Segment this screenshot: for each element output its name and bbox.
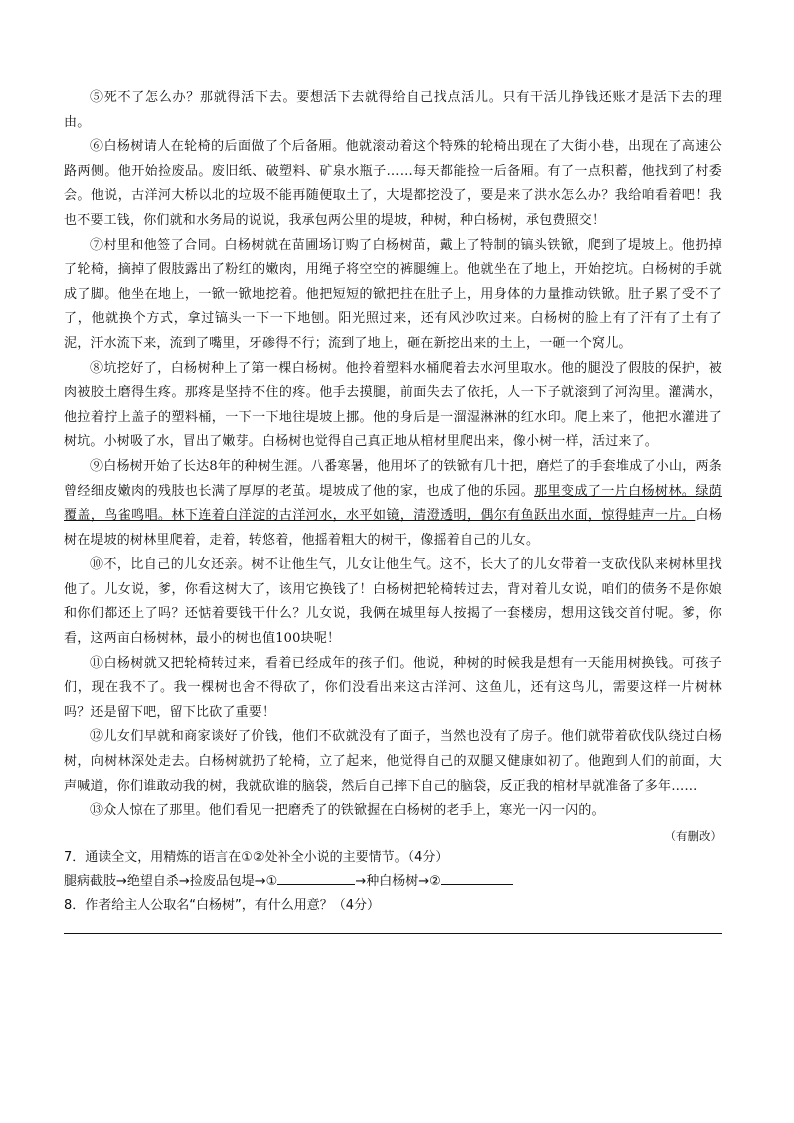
paragraph-8: ⑧坑挖好了，白杨树种上了第一棵白杨树。他拎着塑料水桶爬着去水河里取水。他的腿没了假肢的保护，被肉被胶土磨得生疼。那疼是坚持不住的疼。他手去摸腿，前面失去了依托，人一下子就滚到了河沟里。灌满水，他拉着拧上盖子的塑料桶，一下一下地往堤坡上挪。他的身后是一溜湿淋淋的红水印。爬上来了，他把水灌进了树坑。小树吸了水，冒出了嫩芽。白杨树也觉得自己真正地从棺材里爬出来，像小树一样，活过来了。 [64, 360, 722, 450]
question-8: 8．作者给主人公取名“白杨树”，有什么用意？（4分） [64, 897, 381, 913]
paragraph-9-underlined: 那里变成了一片白杨树林。绿荫覆盖，鸟雀鸣唱。林下连着白洋淀的古洋河水，水平如镜，清澄透明，偶尔有鱼跃出水面，惊得蛙声一片。 [64, 483, 722, 524]
paragraph-7: ⑦村里和他签了合同。白杨树就在苗圃场订购了白杨树苗，戴上了特制的镐头铁锨，爬到了堤坡上。他扔掉了轮椅，摘掉了假肢露出了粉红的嫩肉，用绳子将空空的裤腿缠上。他就坐在了地上，开始挖坑。白杨树的手就成了脚。他坐在地上，一锨一锨地挖着。他把短短的锨把拄在肚子上，用身体的力量推动铁锨。肚子累了受不了了，他就换个方式，拿过镐头一下一下地刨。阳光照过来，还有风沙吹过来。白杨树的脸上有了汗有了土有了泥，汗水流下来，流到了嘴里，牙碜得不行；流到了地上，砸在新挖出来的土上，一砸一个窝儿。 [64, 237, 722, 351]
question-7: 7．通读全文，用精炼的语言在①②处补全小说的主要情节。（4分） [64, 849, 449, 865]
plot-chain-start: 腿病截肢→绝望自杀→捡废品包堤→① [64, 873, 278, 889]
paragraph-13: ⑬众人惊在了那里。他们看见一把磨秃了的铁锨握在白杨树的老手上，寒光一闪一闪的。 [90, 803, 605, 819]
source-note: （有删改） [664, 828, 722, 843]
paragraph-9-after: 白杨树在堤坡的树林里爬着，走着，转悠着，他摇着粗大的树干，像摇着自己的儿女。 [64, 508, 722, 548]
paragraph-11: ⑪白杨树就又把轮椅转过来，看着已经成年的孩子们。他说，种树的时候我是想有一天能用树换钱。可孩子们，现在我不了。我一棵树也舍不得砍了，你们没看出来这古洋河、这鱼儿，还有这鸟儿，需要这样一片树林吗？还是留下吧，留下比砍了重要！ [64, 655, 722, 720]
answer-blank-1[interactable] [277, 872, 355, 885]
plot-chain-mid: →种白杨树→② [355, 873, 441, 889]
paragraph-5: ⑤死不了怎么办？那就得活下去。要想活下去就得给自己找点活儿。只有干活儿挣钱还账才是活下去的理由。 [64, 90, 722, 130]
answer-blank-2[interactable] [441, 872, 513, 885]
answer-line[interactable] [64, 932, 722, 934]
paragraph-10: ⑩不，比自己的儿女还亲。树不让他生气，儿女让他生气。这不，长大了的儿女带着一支砍伐队来树林里找他了。儿女说，爹，你看这树大了，该用它换钱了！白杨树把轮椅转过去，背对着儿女说，咱们的债务不是你娘和你们都还上了吗？还惦着要钱干什么？儿女说，我俩在城里每人按揭了一套楼房，想用这钱交首付呢。爹，你看，这两亩白杨树林，最小的树也值100块呢！ [64, 557, 722, 647]
document-page [64, 86, 722, 934]
paragraph-6: ⑥白杨树请人在轮椅的后面做了个后备厢。他就滚动着这个特殊的轮椅出现在了大街小巷，出现在了高速公路两侧。他开始捡废品。废旧纸、破塑料、矿泉水瓶子……每天都能捡一后备厢。有了一点积蓄，他找到了村委会。他说，古洋河大桥以北的垃圾不能再随便取土了，大堤都挖没了，要是来了洪水怎么办？我给咱看着吧！我也不要工钱，你们就和水务局的说说，我承包两公里的堤坡，种树，种白杨树，承包费照交！ [64, 139, 722, 228]
question-7-chain [64, 870, 722, 894]
paragraph-9 [64, 455, 722, 553]
paragraph-9-before: ⑨白杨树开始了长达8年的种树生涯。八番寒暑，他用坏了的铁锨有几十把，磨烂了的手套堆成了小山，两条曾经细皮嫩肉的残肢也长满了厚厚的老茧。堤坡成了他的家，也成了他的乐园。 [64, 458, 722, 499]
paragraph-12: ⑫儿女们早就和商家谈好了价钱，他们不砍就没有了面子，当然也没有了房子。他们就带着砍伐队绕过白杨树，向树林深处走去。白杨树就扔了轮椅，立了起来，他觉得自己的双腿又健康如初了。他跑到人们的前面，大声喊道，你们谁敢动我的树，我就砍谁的脑袋，然后自己摔下自己的脑袋，反正我的棺材早就准备了多年…… [64, 729, 722, 794]
